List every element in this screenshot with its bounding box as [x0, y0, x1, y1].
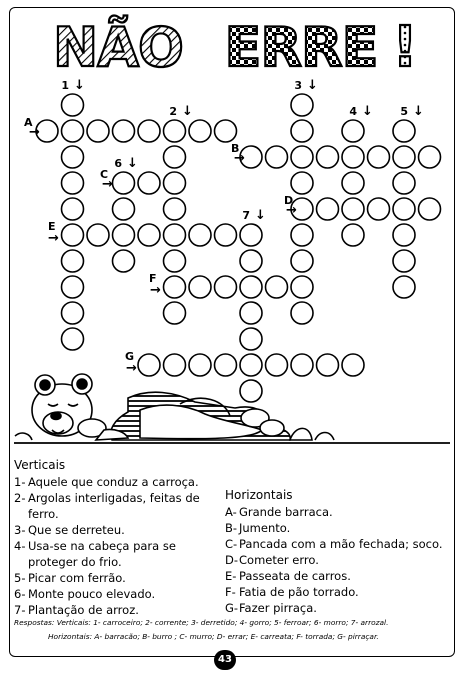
title-exclamation: !	[392, 15, 418, 80]
crossword-cell[interactable]	[62, 250, 84, 272]
crossword-cell[interactable]	[164, 146, 186, 168]
label-3: 3	[294, 79, 302, 92]
vertical-clue-number: 6-	[14, 587, 26, 601]
crossword-cell[interactable]	[164, 354, 186, 376]
label-4: 4	[349, 105, 357, 118]
crossword-cell[interactable]	[164, 120, 186, 142]
label-B: B	[231, 142, 240, 155]
vertical-clue-number: 5-	[14, 571, 26, 585]
crossword-cell[interactable]	[266, 146, 288, 168]
crossword-cell[interactable]	[291, 276, 313, 298]
crossword-cell[interactable]	[215, 224, 237, 246]
arrow-down-5: ↓	[413, 104, 424, 119]
crossword-cell[interactable]	[368, 146, 390, 168]
horizontal-clue-text: Cometer erro.	[239, 553, 319, 567]
crossword-cell[interactable]	[215, 120, 237, 142]
crossword-cell[interactable]	[291, 250, 313, 272]
crossword-cell[interactable]	[189, 276, 211, 298]
crossword-cell[interactable]	[393, 224, 415, 246]
arrow-down-3: ↓	[307, 78, 318, 93]
vertical-clue-number: 2-	[14, 491, 26, 505]
crossword-cell[interactable]	[240, 380, 262, 402]
crossword-cell[interactable]	[291, 146, 313, 168]
crossword-cell[interactable]	[62, 224, 84, 246]
crossword-cell[interactable]	[291, 354, 313, 376]
horizontal-clue-5	[225, 568, 453, 584]
crossword-cell[interactable]	[113, 120, 135, 142]
label-F: F	[149, 272, 157, 285]
label-A: A	[24, 116, 33, 129]
crossword-cell[interactable]	[291, 172, 313, 194]
answers-line-2: Horizontais: A- barracão; B- burro ; C- murro; D- errar; E- carreata; F- torrada; G- pirraçar.	[48, 632, 379, 641]
crossword-cell[interactable]	[138, 224, 160, 246]
label-G: G	[125, 350, 135, 363]
label-5: 5	[400, 105, 408, 118]
label-6: 6	[114, 157, 122, 170]
vertical-clue-3	[14, 522, 219, 538]
arrow-down-6: ↓	[127, 156, 138, 171]
arrow-right-D: →	[286, 203, 297, 218]
horizontal-clue-1	[225, 504, 453, 520]
label-D: D	[284, 194, 294, 207]
crossword-cell[interactable]	[215, 354, 237, 376]
crossword-cell[interactable]	[342, 172, 364, 194]
vertical-clue-number: 7-	[14, 603, 26, 617]
crossword-cell[interactable]	[87, 224, 109, 246]
crossword-cell[interactable]	[215, 276, 237, 298]
crossword-cell[interactable]	[164, 172, 186, 194]
vertical-clue-2	[14, 490, 219, 522]
horizontal-clue-text: Grande barraca.	[239, 505, 333, 519]
vertical-clues	[14, 457, 219, 618]
crossword-cell[interactable]	[138, 354, 160, 376]
crossword-cell[interactable]	[113, 250, 135, 272]
horizontal-clue-3	[225, 536, 453, 552]
vertical-clue-text: Picar com ferrão.	[28, 571, 126, 585]
crossword-cell[interactable]	[342, 198, 364, 220]
crossword-cell[interactable]	[62, 172, 84, 194]
horizontal-clue-number: C-	[225, 537, 238, 551]
crossword-cell[interactable]	[393, 198, 415, 220]
crossword-cell[interactable]	[113, 224, 135, 246]
crossword-cell[interactable]	[62, 94, 84, 116]
vertical-clue-number: 1-	[14, 475, 26, 489]
crossword-cell[interactable]	[266, 276, 288, 298]
vertical-heading: Verticais	[14, 458, 66, 472]
crossword-cell[interactable]	[342, 120, 364, 142]
horizontal-clue-2	[225, 520, 453, 536]
arrow-down-2: ↓	[182, 104, 193, 119]
crossword-cell[interactable]	[138, 172, 160, 194]
arrow-down-4: ↓	[362, 104, 373, 119]
horizontal-clue-number: E-	[225, 569, 237, 583]
horizontal-clue-text: Fazer pirraça.	[239, 601, 317, 615]
arrow-right-A: →	[29, 125, 40, 140]
horizontal-clue-number: D-	[225, 553, 239, 567]
vertical-clue-number: 3-	[14, 523, 26, 537]
crossword-cell[interactable]	[393, 120, 415, 142]
label-7: 7	[242, 209, 250, 222]
crossword-cell[interactable]	[62, 328, 84, 350]
horizontal-clue-text: Passeata de carros.	[239, 569, 351, 583]
crossword-cell[interactable]	[240, 354, 262, 376]
crossword-cell[interactable]	[368, 198, 390, 220]
crossword-grid	[36, 94, 441, 402]
sleeping-bear-illustration	[14, 374, 450, 443]
answers-line-1: Respostas: Verticais: 1- carroceiro; 2- corrente; 3- derretido; 4- gorro; 5- ferroar; 6- morro; 7- arrozal.	[14, 618, 389, 627]
arrow-down-1: ↓	[74, 78, 85, 93]
label-2: 2	[169, 105, 177, 118]
arrow-down-7: ↓	[255, 208, 266, 223]
vertical-clue-text: Aquele que conduz a carroça.	[28, 475, 199, 489]
crossword-cell[interactable]	[291, 94, 313, 116]
crossword-cell[interactable]	[266, 354, 288, 376]
crossword-cell[interactable]	[113, 198, 135, 220]
label-C: C	[100, 168, 109, 181]
crossword-cell[interactable]	[291, 224, 313, 246]
crossword-cell[interactable]	[240, 224, 262, 246]
horizontal-clue-number: F-	[225, 585, 236, 599]
crossword-cell[interactable]	[164, 198, 186, 220]
label-1: 1	[61, 79, 69, 92]
title-word-erre: ERRE	[224, 16, 378, 79]
arrow-right-B: →	[234, 151, 245, 166]
horizontal-clue-number: G-	[225, 601, 239, 615]
crossword-cell[interactable]	[189, 224, 211, 246]
crossword-cell[interactable]	[62, 146, 84, 168]
crossword-cell[interactable]	[164, 224, 186, 246]
crossword-cell[interactable]	[317, 354, 339, 376]
crossword-cell[interactable]	[342, 224, 364, 246]
crossword-cell[interactable]	[240, 250, 262, 272]
crossword-cell[interactable]	[240, 328, 262, 350]
label-E: E	[48, 220, 56, 233]
crossword-cell[interactable]	[189, 120, 211, 142]
vertical-clue-text: Monte pouco elevado.	[28, 587, 156, 601]
vertical-clue-number: 4-	[14, 539, 26, 553]
crossword-cell[interactable]	[62, 276, 84, 298]
crossword-cell[interactable]	[419, 146, 441, 168]
vertical-clue-7	[14, 602, 219, 618]
crossword-cell[interactable]	[164, 302, 186, 324]
crossword-cell[interactable]	[419, 198, 441, 220]
crossword-cell[interactable]	[189, 354, 211, 376]
arrow-right-E: →	[48, 231, 59, 246]
crossword-cell[interactable]	[393, 276, 415, 298]
vertical-clue-text: Usa-se na cabeça para se proteger do frio.	[28, 539, 176, 569]
horizontal-clue-number: A-	[225, 505, 237, 519]
crossword-cell[interactable]	[317, 198, 339, 220]
crossword-cell[interactable]	[393, 250, 415, 272]
crossword-cell[interactable]	[393, 172, 415, 194]
arrow-right-C: →	[102, 177, 113, 192]
vertical-clue-text: Plantação de arroz.	[28, 603, 139, 617]
crossword-cell[interactable]	[62, 120, 84, 142]
crossword-cell[interactable]	[113, 172, 135, 194]
crossword-cell[interactable]	[164, 276, 186, 298]
title	[53, 15, 418, 80]
crossword-cell[interactable]	[291, 302, 313, 324]
horizontal-clues	[225, 487, 453, 616]
arrow-right-G: →	[126, 361, 137, 376]
arrow-right-F: →	[150, 283, 161, 298]
crossword-cell[interactable]	[342, 354, 364, 376]
crossword-cell[interactable]	[240, 302, 262, 324]
title-word-nao: NÃO	[53, 16, 183, 79]
crossword-cell[interactable]	[291, 120, 313, 142]
horizontal-clue-text: Pancada com a mão fechada; soco.	[239, 537, 443, 551]
crossword-cell[interactable]	[393, 146, 415, 168]
vertical-clue-4	[14, 538, 219, 570]
page-number: 43	[214, 650, 236, 670]
horizontal-clue-text: Fatia de pão torrado.	[239, 585, 359, 599]
horizontal-clue-7	[225, 600, 453, 616]
crossword-cell[interactable]	[138, 120, 160, 142]
crossword-cell[interactable]	[62, 198, 84, 220]
vertical-clue-text: Argolas interligadas, feitas de ferro.	[28, 491, 200, 521]
crossword-cell[interactable]	[317, 146, 339, 168]
horizontal-clue-text: Jumento.	[239, 521, 291, 535]
horizontal-clue-number: B-	[225, 521, 238, 535]
crossword-cell[interactable]	[342, 146, 364, 168]
crossword-cell[interactable]	[240, 276, 262, 298]
crossword-cell[interactable]	[164, 250, 186, 272]
crossword-cell[interactable]	[87, 120, 109, 142]
vertical-clue-1	[14, 474, 219, 490]
vertical-clue-6	[14, 586, 219, 602]
vertical-clue-5	[14, 570, 219, 586]
vertical-clue-text: Que se derreteu.	[28, 523, 125, 537]
horizontal-heading: Horizontais	[225, 488, 293, 502]
horizontal-clue-6	[225, 584, 453, 600]
crossword-cell[interactable]	[62, 302, 84, 324]
horizontal-clue-4	[225, 552, 453, 568]
